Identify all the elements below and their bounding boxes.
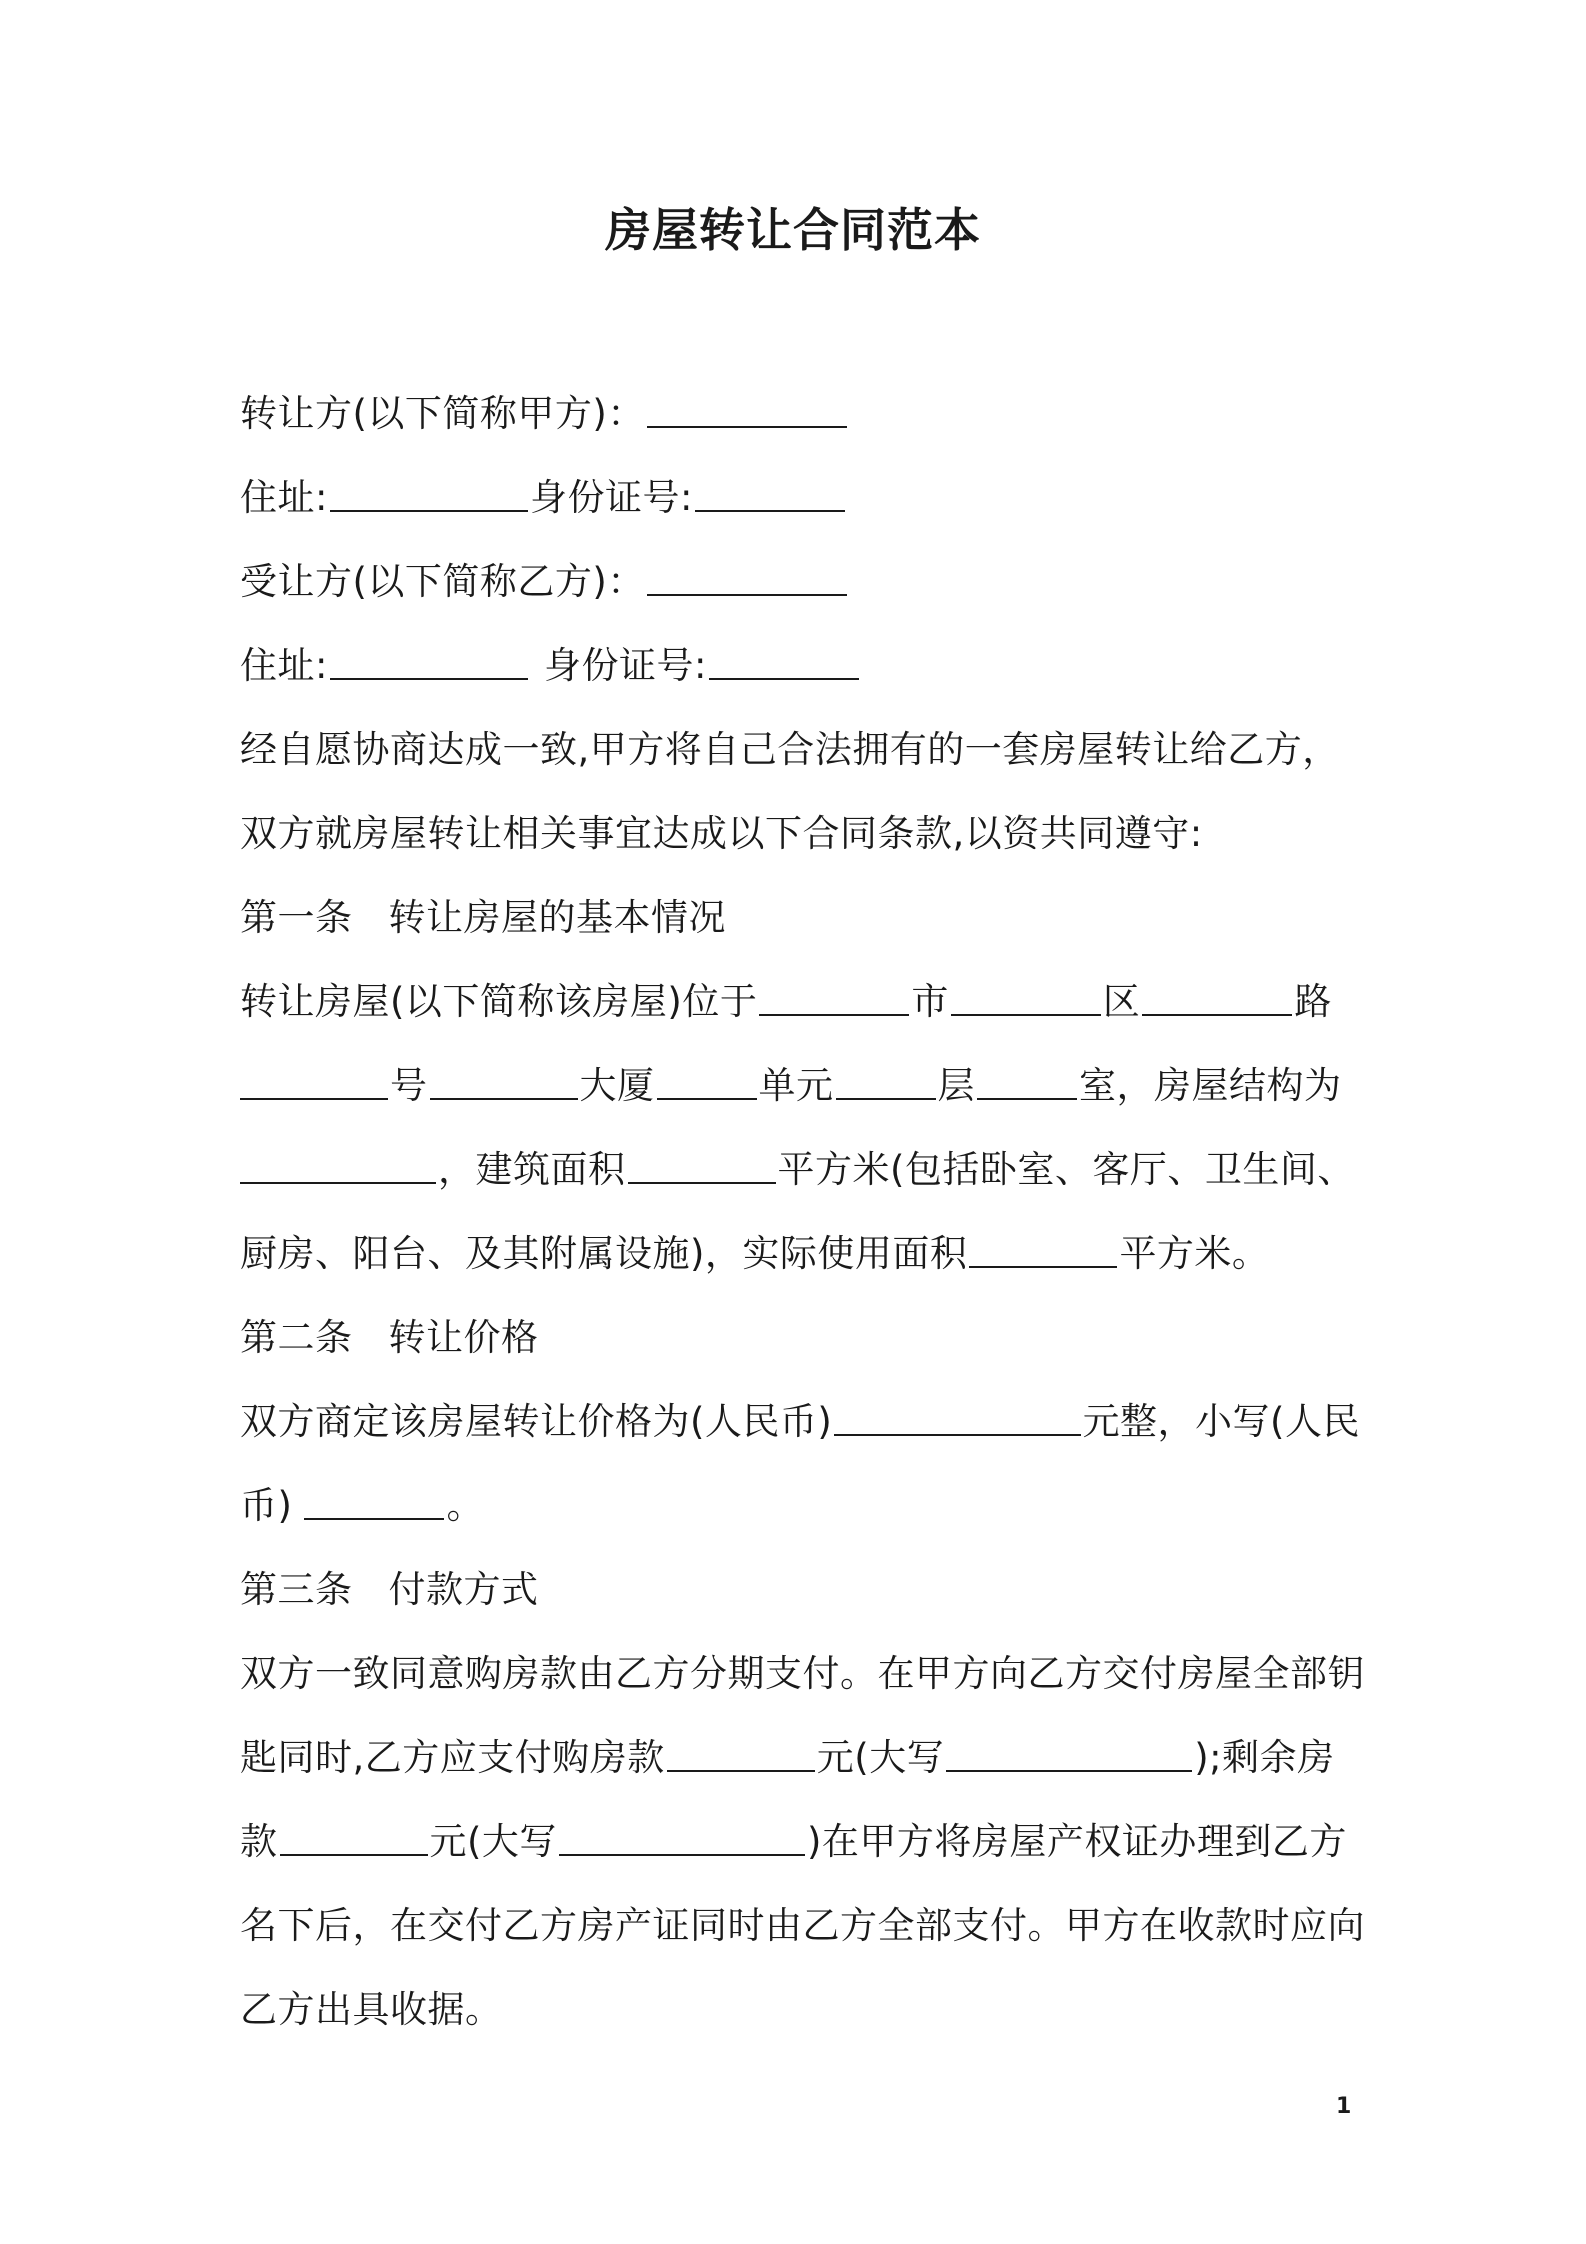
price-words-blank — [834, 1400, 1080, 1436]
article-2-text: 元整，小写(人民 — [1082, 1400, 1360, 1443]
article-2-text: 双方商定该房屋转让价格为(人民币) — [240, 1400, 833, 1443]
article-1-line-1 — [240, 956, 1360, 1040]
party-b-name-blank — [647, 560, 847, 596]
article-1-text: ，建筑面积 — [438, 1148, 626, 1191]
article-1-number: 第一条 — [240, 896, 353, 939]
article-3-heading — [240, 1544, 1360, 1628]
page-number: 1 — [1336, 2094, 1352, 2119]
article-1-text: 层 — [937, 1064, 975, 1107]
article-1-text: 平方米。 — [1119, 1232, 1270, 1275]
party-b-id-label: 身份证号: — [543, 644, 707, 687]
remaining-payment-words-blank — [559, 1820, 805, 1856]
party-b-address-label: 住址: — [240, 644, 328, 687]
city-blank — [759, 980, 909, 1016]
document-title: 房屋转让合同范本 — [605, 203, 981, 257]
price-figures-blank — [304, 1484, 444, 1520]
article-2-line-1 — [240, 1376, 1360, 1460]
party-a-address-line — [240, 452, 1360, 536]
article-3-text: 元(大写 — [816, 1736, 945, 1779]
party-b-id-blank — [709, 644, 859, 680]
article-2-line-2 — [240, 1460, 1360, 1544]
party-b-line — [240, 536, 1360, 620]
article-3-title: 付款方式 — [388, 1568, 539, 1611]
article-1-text: 大厦 — [579, 1064, 655, 1107]
road-blank — [1142, 980, 1292, 1016]
article-3-text: 款 — [240, 1820, 278, 1863]
remaining-payment-blank — [280, 1820, 428, 1856]
intro-line-1: 经自愿协商达成一致,甲方将自己合法拥有的一套房屋转让给乙方， — [240, 728, 1340, 771]
party-a-line — [240, 368, 1360, 452]
article-1-heading — [240, 872, 1360, 956]
article-1-line-4 — [240, 1208, 1360, 1292]
party-a-address-label: 住址: — [240, 476, 328, 519]
article-1-text: 转让房屋(以下简称该房屋)位于 — [240, 980, 758, 1023]
article-3-text: 匙同时,乙方应支付购房款 — [240, 1736, 665, 1779]
party-a-name-blank — [647, 392, 847, 428]
room-blank — [977, 1064, 1077, 1100]
article-2-text: 。 — [446, 1484, 484, 1527]
party-b-address-blank — [330, 644, 528, 680]
first-payment-blank — [667, 1736, 815, 1772]
district-blank — [951, 980, 1101, 1016]
article-3-text: 元(大写 — [429, 1820, 557, 1863]
article-1-title: 转让房屋的基本情况 — [388, 896, 726, 939]
unit-blank — [657, 1064, 757, 1100]
article-2-title: 转让价格 — [388, 1316, 539, 1359]
party-a-address-blank — [330, 476, 528, 512]
party-b-label: 受让方(以下简称乙方)： — [240, 560, 645, 603]
article-3-text: )在甲方将房屋产权证办理到乙方 — [806, 1820, 1347, 1863]
number-blank — [240, 1064, 388, 1100]
article-1-text: 单元 — [758, 1064, 834, 1107]
article-1-text: 平方米(包括卧室、客厅、卫生间、 — [777, 1148, 1355, 1191]
article-1-line-2 — [240, 1040, 1360, 1124]
party-a-label: 转让方(以下简称甲方)： — [240, 392, 645, 435]
article-1-text: 路 — [1294, 980, 1332, 1023]
usable-area-blank — [969, 1232, 1117, 1268]
article-1-text: 厨房、阳台、及其附属设施)，实际使用面积 — [240, 1232, 968, 1275]
party-a-id-label: 身份证号: — [529, 476, 693, 519]
party-a-id-blank — [695, 476, 845, 512]
intro-line-2: 双方就房屋转让相关事宜达成以下合同条款,以资共同遵守: — [240, 812, 1203, 855]
article-1-text: 市 — [911, 980, 949, 1023]
article-3-line-3 — [240, 1796, 1360, 1880]
article-3-number: 第三条 — [240, 1568, 353, 1611]
article-2-text: 币) — [240, 1484, 293, 1527]
article-3-line-2 — [240, 1712, 1360, 1796]
document-body — [240, 368, 1365, 2048]
floor-blank — [836, 1064, 936, 1100]
first-payment-words-blank — [946, 1736, 1192, 1772]
article-3-line-4: 名下后，在交付乙方房产证同时由乙方全部支付。甲方在收款时应向 — [240, 1904, 1365, 1947]
article-1-text: 号 — [390, 1064, 428, 1107]
article-2-number: 第二条 — [240, 1316, 353, 1359]
article-1-text: 室，房屋结构为 — [1079, 1064, 1342, 1107]
structure-blank — [240, 1148, 436, 1184]
article-2-heading — [240, 1292, 1360, 1376]
article-1-text: 区 — [1102, 980, 1141, 1023]
building-blank — [430, 1064, 578, 1100]
article-1-line-3 — [240, 1124, 1360, 1208]
article-3-line-1: 双方一致同意购房款由乙方分期支付。在甲方向乙方交付房屋全部钥 — [240, 1652, 1365, 1695]
floor-area-blank — [628, 1148, 776, 1184]
party-b-address-line — [240, 620, 1360, 704]
article-3-line-5: 乙方出具收据。 — [240, 1988, 503, 2031]
article-3-text: );剩余房 — [1194, 1736, 1335, 1779]
